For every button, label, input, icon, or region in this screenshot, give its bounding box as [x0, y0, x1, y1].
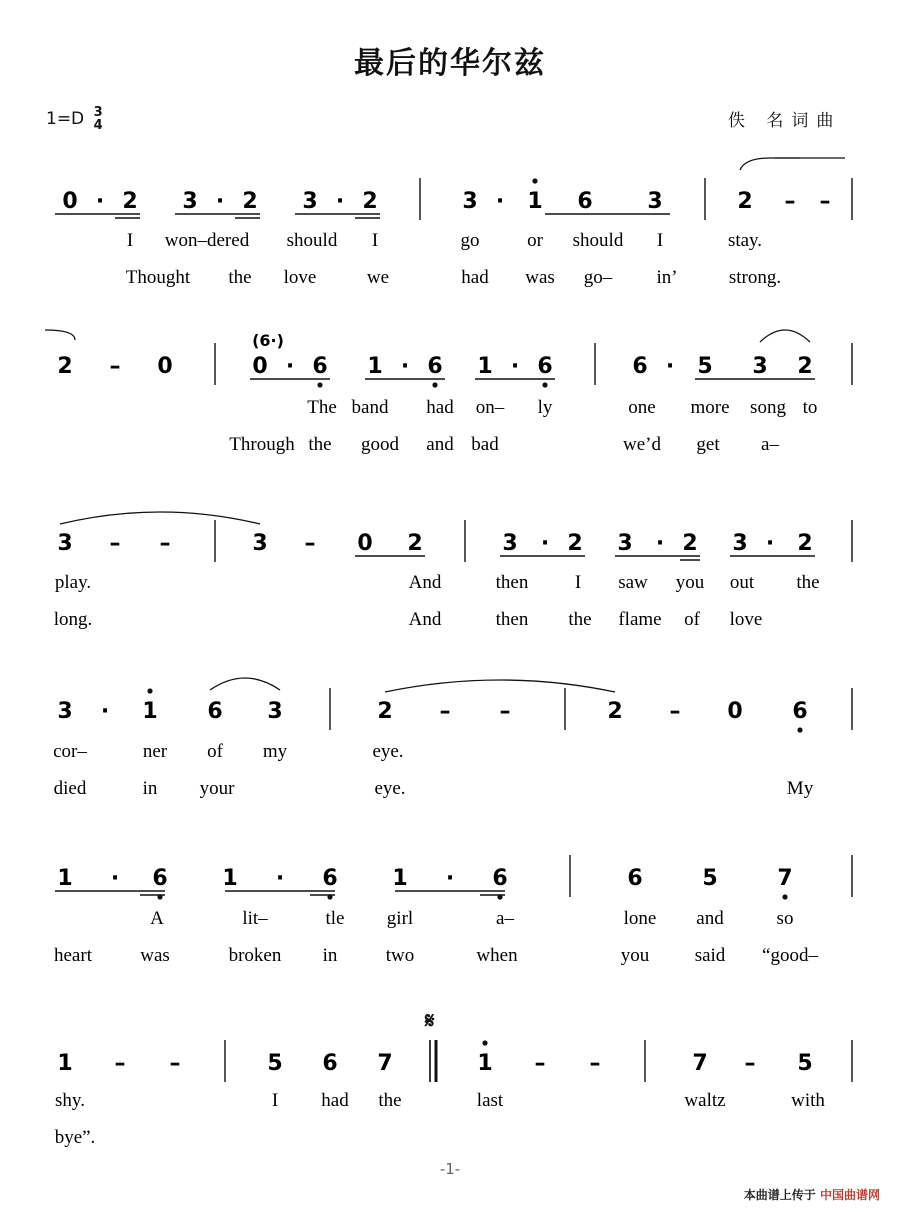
lyric-verse-1: more	[690, 397, 730, 418]
jianpu-note: ·	[665, 354, 675, 379]
lyric-verse-1: had	[321, 1090, 349, 1111]
lyric-verse-2: the	[228, 267, 252, 288]
lyric-verse-1: I	[271, 1090, 279, 1111]
lyric-verse-2: died	[53, 778, 87, 799]
jianpu-note: 0	[62, 189, 78, 214]
jianpu-note: 3	[267, 699, 283, 724]
jianpu-note: 2	[407, 531, 423, 556]
jianpu-note: 7	[777, 866, 793, 891]
lyric-verse-2: and	[426, 434, 454, 455]
jianpu-note: 2	[682, 531, 698, 556]
lyric-verse-1: And	[408, 572, 442, 593]
lyric-verse-1: or	[527, 230, 543, 251]
site-logo: 中国曲谱网	[819, 1188, 880, 1202]
segno-icon: 𝄋	[425, 1008, 435, 1034]
lyric-verse-1: band	[351, 397, 389, 418]
jianpu-note: 5	[797, 1051, 813, 1076]
jianpu-note: 3	[302, 189, 318, 214]
tie-slur	[45, 330, 75, 340]
lyric-verse-1: saw	[618, 572, 648, 593]
lyric-verse-1: won–dered	[164, 230, 250, 251]
lyric-verse-1: I	[656, 230, 664, 251]
lyric-verse-1: waltz	[684, 1090, 726, 1111]
octave-low-dot	[327, 894, 332, 899]
jianpu-note: 1	[142, 699, 158, 724]
lyric-verse-1: so	[776, 908, 794, 929]
lyric-verse-2: Through	[229, 434, 295, 455]
lyric-verse-2: love	[283, 267, 317, 288]
lyric-verse-2: bad	[471, 434, 499, 455]
octave-low-dot	[797, 727, 802, 732]
lyric-verse-2: flame	[618, 609, 662, 630]
jianpu-note: ·	[285, 354, 295, 379]
jianpu-note: 1	[477, 354, 493, 379]
jianpu-note: 3	[752, 354, 768, 379]
jianpu-note: 3	[57, 699, 73, 724]
jianpu-note: 2	[122, 189, 138, 214]
jianpu-note: ·	[765, 531, 775, 556]
jianpu-note: 6	[322, 866, 338, 891]
lyric-verse-1: to	[802, 397, 818, 418]
lyric-verse-2: strong.	[728, 267, 782, 288]
jianpu-note: –	[534, 1051, 546, 1076]
lyric-verse-2: we	[366, 267, 390, 288]
jianpu-note: ·	[275, 866, 285, 891]
time-top: 3	[93, 105, 103, 120]
lyric-verse-1: The	[307, 397, 337, 418]
lyric-verse-1: you	[675, 572, 705, 593]
jianpu-note: 6	[537, 354, 553, 379]
jianpu-note: ·	[335, 189, 345, 214]
jianpu-note: 2	[737, 189, 753, 214]
lyric-verse-1: my	[262, 741, 288, 762]
jianpu-note: 2	[362, 189, 378, 214]
lyric-verse-1: girl	[386, 908, 414, 929]
lyric-verse-1: cor–	[53, 741, 87, 762]
jianpu-note: 6	[577, 189, 593, 214]
lyric-verse-2: in	[322, 945, 338, 966]
lyric-verse-1: I	[371, 230, 379, 251]
jianpu-note: 3	[182, 189, 198, 214]
lyric-verse-2: had	[461, 267, 489, 288]
jianpu-note: ·	[215, 189, 225, 214]
jianpu-note: 6	[312, 354, 328, 379]
lyric-verse-2: eye.	[374, 778, 406, 799]
tie-slur	[210, 678, 280, 690]
lyric-verse-2: heart	[54, 945, 92, 966]
jianpu-note: –	[169, 1051, 181, 1076]
lyric-verse-2: was	[525, 267, 555, 288]
lyric-verse-2: get	[696, 434, 720, 455]
tie-slur	[60, 512, 260, 524]
jianpu-note: –	[499, 699, 511, 724]
jianpu-note: 6	[492, 866, 508, 891]
jianpu-note: –	[109, 531, 121, 556]
lyric-verse-1: shy.	[55, 1090, 85, 1111]
lyric-verse-2: the	[308, 434, 332, 455]
jianpu-note: 0	[157, 354, 173, 379]
jianpu-note: 2	[797, 354, 813, 379]
octave-low-dot	[497, 894, 502, 899]
jianpu-note: –	[819, 189, 831, 214]
jianpu-note: 6	[152, 866, 168, 891]
jianpu-note: 7	[377, 1051, 393, 1076]
lyric-verse-1: the	[796, 572, 820, 593]
jianpu-note: 7	[692, 1051, 708, 1076]
jianpu-note: ·	[400, 354, 410, 379]
lyric-verse-1: had	[426, 397, 454, 418]
lyric-verse-1: lone	[623, 908, 657, 929]
jianpu-note: –	[304, 531, 316, 556]
lyric-verse-1: eye.	[372, 741, 404, 762]
lyric-verse-2: in’	[656, 267, 678, 288]
jianpu-note: 3	[252, 531, 268, 556]
lyric-verse-1: out	[729, 572, 755, 593]
jianpu-note: ·	[510, 354, 520, 379]
jianpu-note: ·	[655, 531, 665, 556]
jianpu-note: –	[744, 1051, 756, 1076]
jianpu-note: ·	[495, 189, 505, 214]
jianpu-note: 1	[527, 189, 543, 214]
jianpu-note: 3	[502, 531, 518, 556]
time-signature	[94, 106, 103, 132]
lyric-verse-1: A	[150, 908, 164, 929]
composer-credit: 佚 名词曲	[728, 111, 842, 131]
lyric-verse-1: then	[495, 572, 529, 593]
lyric-verse-1: with	[791, 1090, 825, 1111]
octave-high-dot	[147, 688, 152, 693]
lyric-verse-2: broken	[228, 945, 282, 966]
lyric-verse-2: we’d	[623, 434, 661, 455]
octave-low-dot	[782, 894, 787, 899]
lyric-verse-1: ner	[142, 741, 168, 762]
lyric-verse-2: a–	[761, 434, 779, 455]
lyric-verse-2: Thought	[125, 267, 191, 288]
jianpu-note: 2	[377, 699, 393, 724]
key-signature	[46, 106, 103, 132]
jianpu-note: ·	[110, 866, 120, 891]
lyric-verse-1: play.	[54, 572, 92, 593]
upload-credit	[744, 1186, 880, 1203]
jianpu-note: 3	[462, 189, 478, 214]
jianpu-note: 0	[727, 699, 743, 724]
lyric-verse-2: good	[361, 434, 399, 455]
jianpu-note: 6	[632, 354, 648, 379]
jianpu-note: 6	[322, 1051, 338, 1076]
jianpu-note: 2	[567, 531, 583, 556]
octave-low-dot	[432, 382, 437, 387]
lyric-verse-1: I	[126, 230, 134, 251]
jianpu-note: –	[114, 1051, 126, 1076]
lyric-verse-1: song	[750, 397, 786, 418]
lyric-verse-2: long.	[53, 609, 93, 630]
jianpu-note: 2	[607, 699, 623, 724]
lyric-verse-1: ly	[537, 397, 553, 418]
jianpu-note: 6	[207, 699, 223, 724]
lyric-verse-1: stay.	[727, 230, 763, 251]
octave-high-dot	[482, 1040, 487, 1045]
lyric-verse-2: My	[786, 778, 814, 799]
jianpu-note: –	[784, 189, 796, 214]
upload-prefix: 本曲谱上传于	[743, 1188, 816, 1202]
jianpu-note: 1	[477, 1051, 493, 1076]
octave-high-dot	[532, 178, 537, 183]
jianpu-note: –	[589, 1051, 601, 1076]
lyric-verse-2: said	[694, 945, 726, 966]
lyric-verse-1: and	[696, 908, 724, 929]
lyric-verse-1: should	[572, 230, 624, 251]
jianpu-note: 3	[57, 531, 73, 556]
jianpu-note: 2	[797, 531, 813, 556]
jianpu-note: 6	[627, 866, 643, 891]
lyric-verse-2: was	[140, 945, 170, 966]
lyric-verse-2: “good–	[762, 945, 818, 966]
jianpu-note: 5	[702, 866, 718, 891]
lyric-verse-2: two	[385, 945, 415, 966]
lyric-verse-1: of	[207, 741, 223, 762]
jianpu-note: 2	[242, 189, 258, 214]
jianpu-note: –	[439, 699, 451, 724]
tie-slur	[385, 680, 615, 692]
tie-slur	[740, 158, 845, 170]
jianpu-note: 2	[57, 354, 73, 379]
jianpu-note: ·	[445, 866, 455, 891]
jianpu-note: 1	[367, 354, 383, 379]
jianpu-note: 3	[617, 531, 633, 556]
jianpu-note: ·	[95, 189, 105, 214]
lyric-verse-1: on–	[475, 397, 505, 418]
jianpu-note: 1	[222, 866, 238, 891]
lyric-verse-2: bye”.	[54, 1127, 96, 1148]
octave-low-dot	[157, 894, 162, 899]
jianpu-note: 5	[267, 1051, 283, 1076]
note-annotation: (6·)	[252, 331, 284, 350]
jianpu-note: 1	[57, 1051, 73, 1076]
lyric-verse-2: your	[199, 778, 235, 799]
lyric-verse-2: And	[408, 609, 442, 630]
jianpu-note: ·	[540, 531, 550, 556]
lyric-verse-2: go–	[583, 267, 613, 288]
lyric-verse-1: last	[476, 1090, 504, 1111]
song-title: 最后的华尔兹	[354, 46, 546, 81]
jianpu-note: 3	[732, 531, 748, 556]
lyric-verse-1: the	[378, 1090, 402, 1111]
jianpu-note: –	[669, 699, 681, 724]
lyric-verse-1: I	[574, 572, 582, 593]
lyric-verse-1: should	[286, 230, 338, 251]
jianpu-note: 3	[647, 189, 663, 214]
lyric-verse-2: the	[568, 609, 592, 630]
lyric-verse-2: love	[729, 609, 763, 630]
lyric-verse-1: a–	[496, 908, 514, 929]
jianpu-note: 6	[792, 699, 808, 724]
jianpu-note: 1	[57, 866, 73, 891]
lyric-verse-2: then	[495, 609, 529, 630]
tie-slur	[760, 330, 810, 342]
lyric-verse-1: lit–	[242, 908, 268, 929]
lyric-verse-1: one	[628, 397, 656, 418]
jianpu-note: 0	[252, 354, 268, 379]
lyric-verse-2: when	[476, 945, 518, 966]
jianpu-note: –	[159, 531, 171, 556]
lyric-verse-2: of	[684, 609, 700, 630]
jianpu-note: 1	[392, 866, 408, 891]
jianpu-note: 6	[427, 354, 443, 379]
time-bottom: 4	[93, 118, 103, 133]
lyric-verse-1: tle	[325, 908, 345, 929]
lyric-verse-2: in	[142, 778, 158, 799]
jianpu-note: ·	[100, 699, 110, 724]
lyric-verse-1: go	[460, 230, 480, 251]
page-number: -1-	[439, 1160, 461, 1178]
octave-low-dot	[317, 382, 322, 387]
jianpu-note: 0	[357, 531, 373, 556]
jianpu-note: –	[109, 354, 121, 379]
lyric-verse-2: you	[620, 945, 650, 966]
jianpu-note: 5	[697, 354, 713, 379]
octave-low-dot	[542, 382, 547, 387]
key-text: 1=D	[46, 109, 85, 129]
